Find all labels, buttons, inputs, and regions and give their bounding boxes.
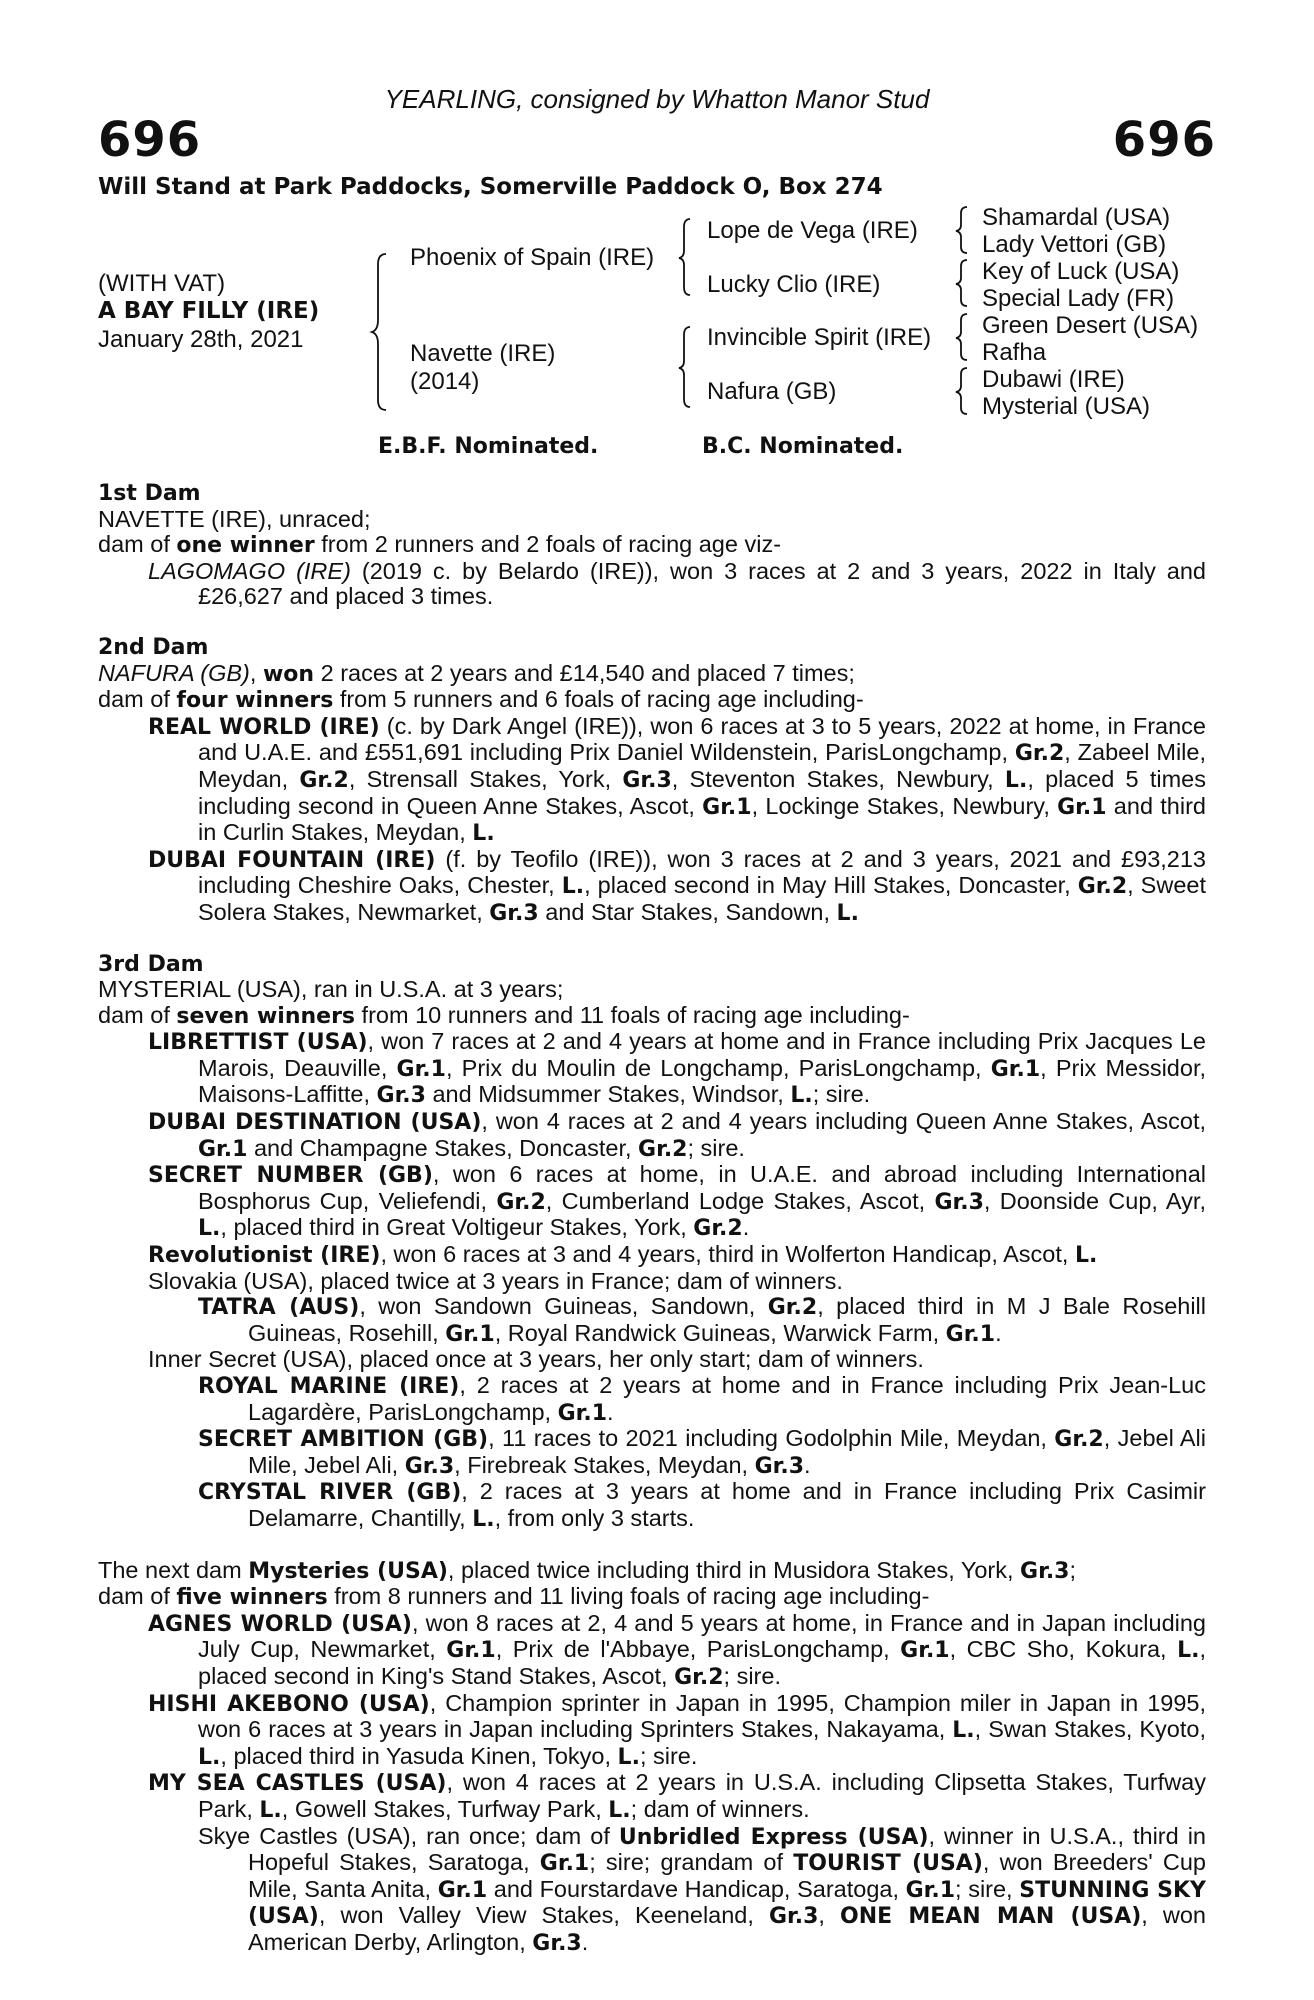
- produce-revolutionist: Revolutionist (IRE), won 6 races at 3 and 4 years, third in Wolferton Handicap, Ascot, L.: [148, 1241, 1098, 1269]
- vat-label: (WITH VAT): [98, 270, 226, 297]
- ggp-4: Special Lady (FR): [982, 285, 1175, 312]
- lot-number-right: 696: [1112, 112, 1216, 168]
- pedigree-brace-main: [370, 252, 400, 412]
- catalogue-body: [98, 481, 1206, 1981]
- consignment-line: YEARLING, consigned by Whatton Manor Stud: [384, 84, 930, 114]
- produce-royal-marine: ROYAL MARINE (IRE), 2 races at 2 years at home and in France including Prix Jean-Luc Lagardère, ParisLongchamp, Gr.1.: [198, 1372, 1206, 1426]
- produce-agnes-world: AGNES WORLD (USA), won 8 races at 2, 4 and 5 years at home, in France and in Japan including July Cup, Newmarket, Gr.1, Prix de l'Abbaye, ParisLongchamp, Gr.1, CBC Sho, Kokura, L., placed second in King's Stand Stakes, Ascot, Gr.2; sire.: [148, 1609, 1206, 1690]
- next-dam-line: The next dam Mysteries (USA), placed twice including third in Musidora Stakes, York, Gr.3;: [98, 1556, 1077, 1584]
- next-dam-section: [98, 1558, 1206, 1957]
- second-dam-produce-line: dam of four winners from 5 runners and 6 foals of racing age including-: [98, 686, 864, 714]
- produce-skye-castles: Skye Castles (USA), ran once; dam of Unbridled Express (USA), winner in U.S.A., third in Hopeful Stakes, Saratoga, Gr.1; sire; grandam of TOURIST (USA), won Breeders' Cup Mile, Santa Anita, Gr.1 and Fourstardave Handicap, Saratoga, Gr.1; sire, STUNNING SKY (USA), won Valley View Stakes, Keeneland, Gr.3, ONE MEAN MAN (USA), won American Derby, Arlington, Gr.3.: [198, 1822, 1207, 1956]
- sire-name: Phoenix of Spain (IRE): [410, 244, 655, 271]
- ggp-brace-3: [955, 312, 971, 362]
- ggp-brace-1: [955, 205, 971, 255]
- horse-name: A BAY FILLY (IRE): [98, 298, 320, 324]
- produce-dubai-destination: DUBAI DESTINATION (USA), won 4 races at 2 and 4 years including Queen Anne Stakes, Ascot, Gr.1 and Champagne Stakes, Doncaster, Gr.2; sire.: [148, 1108, 1206, 1162]
- ggp-1: Shamardal (USA): [982, 204, 1171, 231]
- first-dam-heading: 1st Dam: [98, 481, 201, 506]
- ggp-8: Mysterial (USA): [982, 393, 1151, 420]
- ggp-brace-2: [955, 258, 971, 308]
- ggp-7: Dubawi (IRE): [982, 366, 1125, 393]
- first-dam-section: [98, 481, 1206, 610]
- bc-nominated: B.C. Nominated.: [702, 434, 904, 459]
- produce-secret-number: SECRET NUMBER (GB), won 6 races at home, in U.A.E. and abroad including International Bosphorus Cup, Veliefendi, Gr.2, Cumberland Lodge Stakes, Ascot, Gr.3, Doonside Cup, Ayr, L., placed third in Great Voltigeur Stakes, York, Gr.2.: [148, 1161, 1206, 1242]
- sire-dam-name: Lucky Clio (IRE): [707, 271, 881, 298]
- ebf-nominated: E.B.F. Nominated.: [378, 434, 599, 459]
- first-dam-line: NAVETTE (IRE), unraced;: [98, 505, 371, 532]
- produce-my-sea-castles: MY SEA CASTLES (USA), won 4 races at 2 years in U.S.A. including Clipsetta Stakes, Turfway Park, L., Gowell Stakes, Turfway Park, L.; dam of winners.: [148, 1769, 1206, 1823]
- produce-lagomago: LAGOMAGO (IRE) (2019 c. by Belardo (IRE)), won 3 races at 2 and 3 years, 2022 in Italy and £26,627 and placed 3 times.: [148, 557, 1207, 610]
- dam-dam-name: Nafura (GB): [707, 378, 837, 405]
- second-dam-line: NAFURA (GB), won 2 races at 2 years and £14,540 and placed 7 times;: [98, 659, 855, 687]
- ggp-5: Green Desert (USA): [982, 312, 1199, 339]
- produce-real-world: REAL WORLD (IRE) (c. by Dark Angel (IRE)), won 6 races at 3 to 5 years, 2022 at home, in France and U.A.E. and £551,691 including Prix Daniel Wildenstein, ParisLongchamp, Gr.2, Zabeel Mile, Meydan, Gr.2, Strensall Stakes, York, Gr.3, Steventon Stakes, Newbury, L., placed 5 times including second in Queen Anne Stakes, Ascot, Gr.1, Lockinge Stakes, Newbury, Gr.1 and third in Curlin Stakes, Meydan, L.: [148, 712, 1206, 847]
- dam-year: (2014): [410, 368, 480, 395]
- produce-secret-ambition: SECRET AMBITION (GB), 11 races to 2021 including Godolphin Mile, Meydan, Gr.2, Jebel Ali Mile, Jebel Ali, Gr.3, Firebreak Stakes, Meydan, Gr.3.: [198, 1425, 1206, 1479]
- dam-brace: [678, 325, 698, 409]
- ggp-3: Key of Luck (USA): [982, 258, 1180, 285]
- lot-number-left: 696: [98, 112, 202, 168]
- ggp-brace-4: [955, 366, 971, 416]
- produce-hishi-akebono: HISHI AKEBONO (USA), Champion sprinter in Japan in 1995, Champion miler in Japan in 1995, won 6 races at 3 years in Japan including Sprinters Stakes, Nakayama, L., Swan Stakes, Kyoto, L., placed third in Yasuda Kinen, Tokyo, L.; sire.: [148, 1689, 1206, 1770]
- first-dam-produce-line: dam of one winner from 2 runners and 2 foals of racing age viz-: [98, 531, 782, 559]
- dam-name: Navette (IRE): [410, 340, 556, 367]
- third-dam-section: [98, 952, 1206, 1533]
- second-dam-section: [98, 635, 1206, 927]
- third-dam-heading: 3rd Dam: [98, 951, 204, 977]
- third-dam-line: MYSTERIAL (USA), ran in U.S.A. at 3 years;: [98, 976, 564, 1003]
- produce-librettist: LIBRETTIST (USA), won 7 races at 2 and 4 years at home and in France including Prix Jacques Le Marois, Deauville, Gr.1, Prix du Moulin de Longchamp, ParisLongchamp, Gr.1, Prix Messidor, Maisons-Laffitte, Gr.3 and Midsummer Stakes, Windsor, L.; sire.: [148, 1028, 1207, 1109]
- next-dam-produce-line: dam of five winners from 8 runners and 11 living foals of racing age including-: [98, 1583, 930, 1611]
- ggp-6: Rafha: [982, 339, 1047, 366]
- sire-sire-name: Lope de Vega (IRE): [707, 217, 918, 244]
- third-dam-produce-line: dam of seven winners from 10 runners and 11 foals of racing age including-: [98, 1001, 910, 1029]
- produce-tatra: TATRA (AUS), won Sandown Guineas, Sandown, Gr.2, placed third in M J Bale Rosehill Guineas, Rosehill, Gr.1, Royal Randwick Guineas, Warwick Farm, Gr.1.: [198, 1293, 1206, 1347]
- dam-sire-name: Invincible Spirit (IRE): [707, 324, 932, 351]
- second-dam-heading: 2nd Dam: [98, 634, 209, 660]
- sire-brace: [678, 217, 698, 297]
- ggp-2: Lady Vettori (GB): [982, 231, 1167, 258]
- produce-crystal-river: CRYSTAL RIVER (GB), 2 races at 3 years at home and in France including Prix Casimir Delamarre, Chantilly, L., from only 3 starts.: [198, 1478, 1206, 1532]
- foaling-date: January 28th, 2021: [98, 326, 304, 353]
- produce-dubai-fountain: DUBAI FOUNTAIN (IRE) (f. by Teofilo (IRE)), won 3 races at 2 and 3 years, 2021 and £93,213 including Cheshire Oaks, Chester, L., placed second in May Hill Stakes, Doncaster, Gr.2, Sweet Solera Stakes, Newmarket, Gr.3 and Star Stakes, Sandown, L.: [148, 845, 1207, 926]
- produce-inner-secret: Inner Secret (USA), placed once at 3 years, her only start; dam of winners.: [148, 1346, 924, 1373]
- produce-slovakia: Slovakia (USA), placed twice at 3 years in France; dam of winners.: [148, 1267, 843, 1294]
- location-line: Will Stand at Park Paddocks, Somerville Paddock O, Box 274: [98, 174, 883, 200]
